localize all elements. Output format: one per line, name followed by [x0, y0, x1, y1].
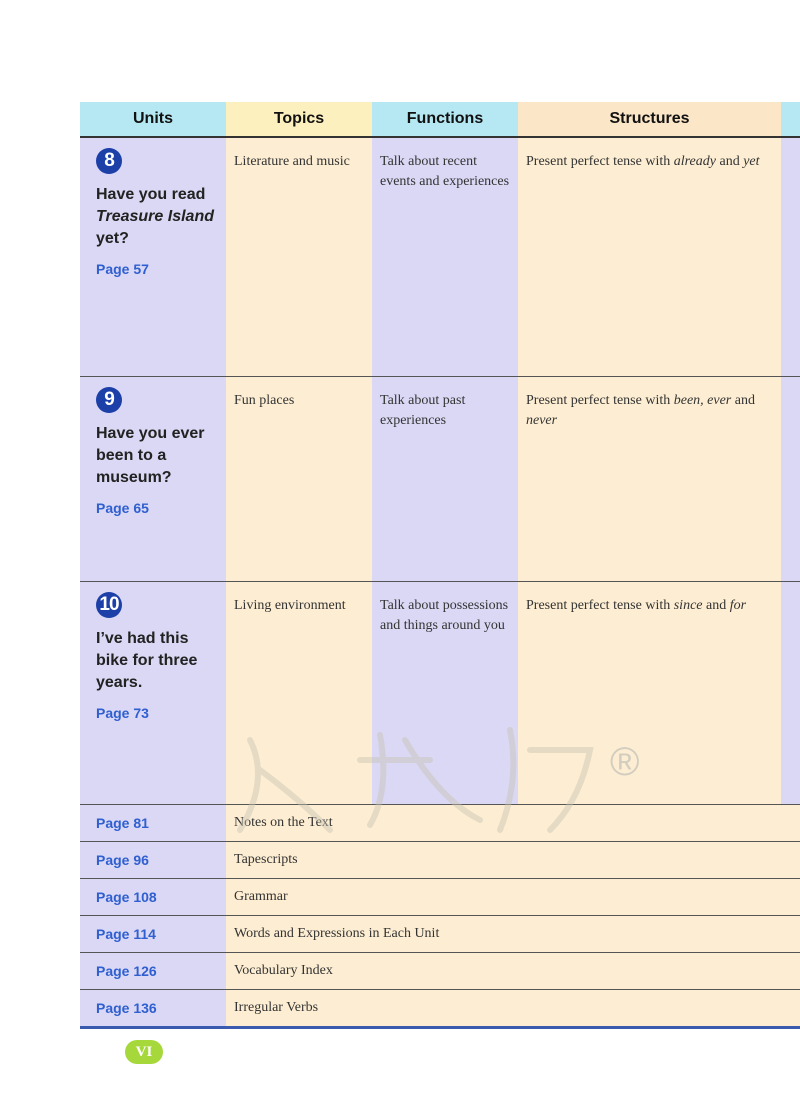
- header-topics: Topics: [226, 102, 372, 136]
- unit-structure: Present perfect tense with since and for: [518, 582, 781, 804]
- unit-number-badge: 9: [96, 387, 122, 413]
- reference-row: [80, 990, 800, 1029]
- header-edge: [781, 102, 800, 136]
- reference-page-link[interactable]: Page 96: [80, 842, 226, 878]
- unit-cell: [80, 582, 226, 804]
- reference-title: Grammar: [226, 879, 800, 915]
- reference-row: [80, 916, 800, 953]
- reference-title: Tapescripts: [226, 842, 800, 878]
- row-edge: [781, 138, 800, 376]
- reference-title: Vocabulary Index: [226, 953, 800, 989]
- reference-title: Notes on the Text: [226, 805, 800, 841]
- unit-title: Have you ever been to a museum?: [96, 425, 205, 486]
- reference-row: [80, 842, 800, 879]
- reference-page-link[interactable]: Page 126: [80, 953, 226, 989]
- unit-cell: [80, 377, 226, 581]
- row-edge: [781, 582, 800, 804]
- unit-structure: Present perfect tense with been, ever and never: [518, 377, 781, 581]
- unit-page-link[interactable]: Page 73: [96, 705, 149, 721]
- unit-cell: [80, 138, 226, 376]
- unit-topic: Literature and music: [226, 138, 372, 376]
- unit-title: I’ve had this bike for three years.: [96, 630, 198, 691]
- reference-page-link[interactable]: Page 136: [80, 990, 226, 1026]
- unit-topic: Fun places: [226, 377, 372, 581]
- header-structures: Structures: [518, 102, 781, 136]
- contents-table: [80, 102, 800, 1029]
- header-units: Units: [80, 102, 226, 136]
- reference-page-link[interactable]: Page 81: [80, 805, 226, 841]
- header-functions: Functions: [372, 102, 518, 136]
- table-header: [80, 102, 800, 138]
- table-row-unit-9: [80, 377, 800, 582]
- reference-page-link[interactable]: Page 114: [80, 916, 226, 952]
- unit-page-link[interactable]: Page 65: [96, 500, 149, 516]
- unit-function: Talk about past experiences: [372, 377, 518, 581]
- reference-row: [80, 879, 800, 916]
- registered-mark: ®: [610, 740, 640, 784]
- unit-page-link[interactable]: Page 57: [96, 261, 149, 277]
- unit-title: Have you read Treasure Island yet?: [96, 186, 214, 247]
- row-edge: [781, 377, 800, 581]
- reference-page-link[interactable]: Page 108: [80, 879, 226, 915]
- unit-number-badge: 8: [96, 148, 122, 174]
- unit-structure: Present perfect tense with already and yet: [518, 138, 781, 376]
- unit-function: Talk about possessions and things around you: [372, 582, 518, 804]
- table-row-unit-8: [80, 138, 800, 377]
- unit-number-badge: 10: [96, 592, 122, 618]
- unit-function: Talk about recent events and experiences: [372, 138, 518, 376]
- reference-title: Words and Expressions in Each Unit: [226, 916, 800, 952]
- reference-row: [80, 805, 800, 842]
- reference-row: [80, 953, 800, 990]
- unit-topic: Living environment: [226, 582, 372, 804]
- page-number: VI: [125, 1040, 163, 1064]
- table-row-unit-10: [80, 582, 800, 805]
- reference-title: Irregular Verbs: [226, 990, 800, 1026]
